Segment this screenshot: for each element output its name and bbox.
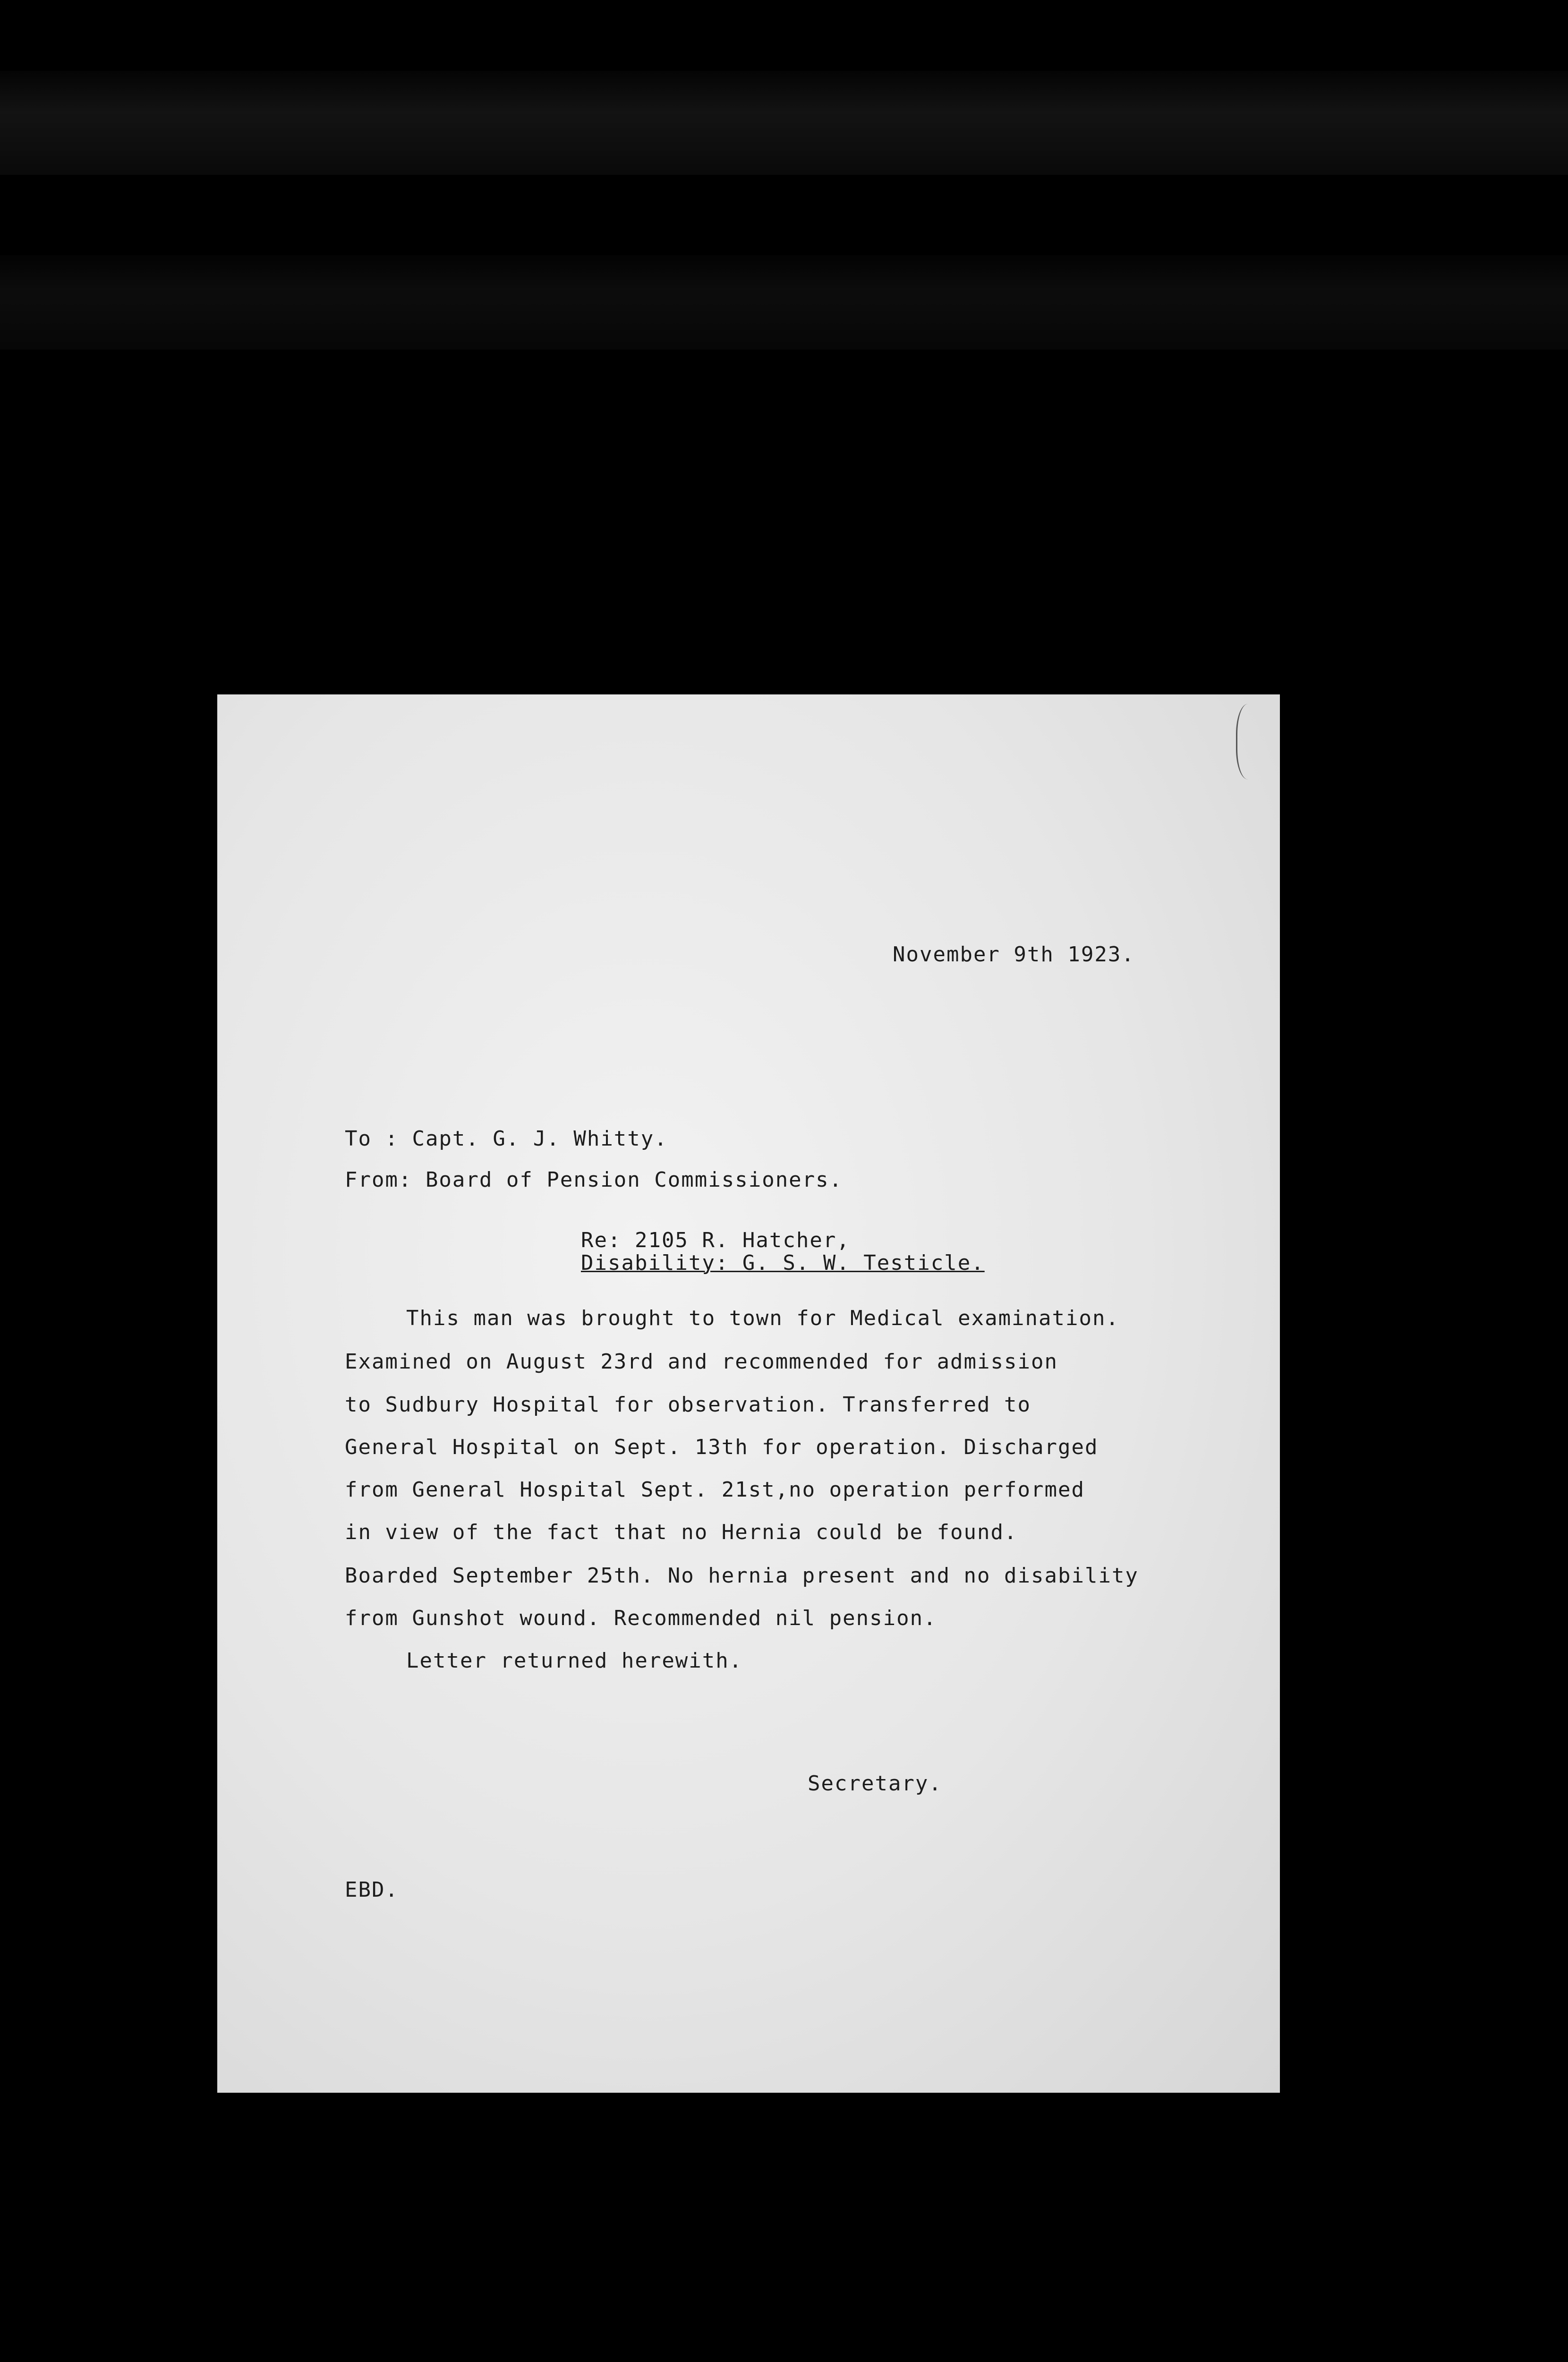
letter-sender: From: Board of Pension Commissioners.	[345, 1168, 843, 1192]
microfilm-band-top	[0, 71, 1568, 175]
letter-body-line: This man was brought to town for Medical examination.	[406, 1306, 1119, 1330]
letter-date: November 9th 1923.	[893, 942, 1135, 967]
letter-body-line: from Gunshot wound. Recommended nil pension.	[345, 1606, 937, 1630]
microfilm-band-middle	[0, 255, 1568, 350]
letter-closing: Letter returned herewith.	[406, 1649, 743, 1673]
letter-body-line: in view of the fact that no Hernia could be found.	[345, 1520, 1018, 1544]
letter-body-line: General Hospital on Sept. 13th for operation. Discharged	[345, 1435, 1099, 1459]
page-corner-mark	[1236, 704, 1266, 779]
letter-initials: EBD.	[345, 1878, 399, 1902]
letter-page	[217, 694, 1280, 2093]
letter-body-line: to Sudbury Hospital for observation. Transferred to	[345, 1393, 1031, 1417]
letter-recipient: To : Capt. G. J. Whitty.	[345, 1127, 668, 1151]
letter-body-line: Boarded September 25th. No hernia present and no disability	[345, 1564, 1139, 1588]
letter-disability: Disability: G. S. W. Testicle.	[581, 1251, 985, 1275]
letter-signature: Secretary.	[808, 1772, 942, 1796]
letter-subject: Re: 2105 R. Hatcher,	[581, 1228, 850, 1252]
letter-body-line: from General Hospital Sept. 21st,no operation performed	[345, 1478, 1085, 1502]
letter-body-line: Examined on August 23rd and recommended for admission	[345, 1350, 1058, 1374]
